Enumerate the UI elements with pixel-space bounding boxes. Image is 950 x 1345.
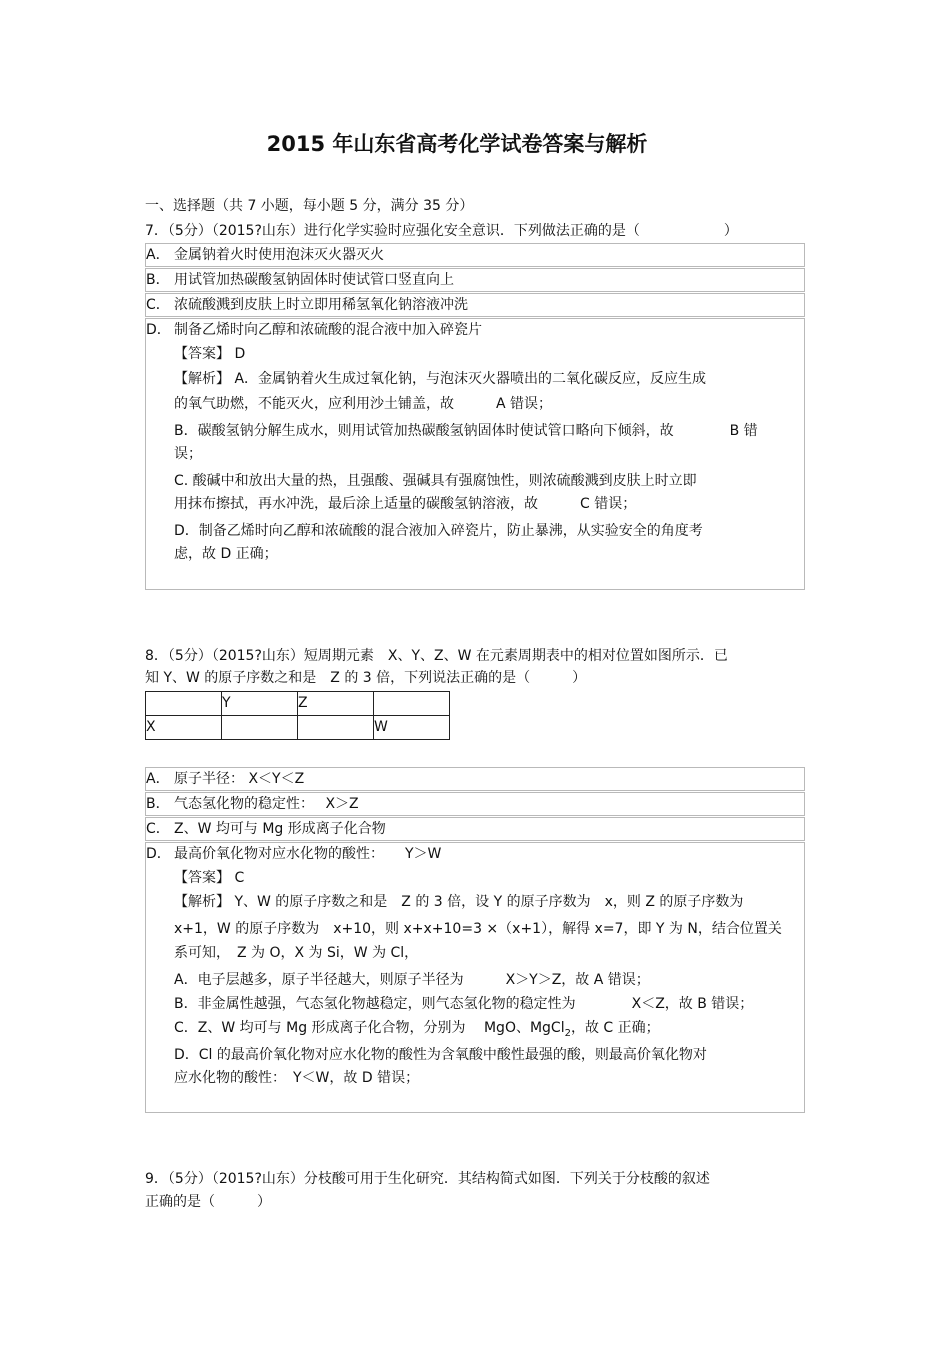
q7-analysis-line: 的氧气助燃，不能灭火，应利用沙土铺盖，故 A 错误； (174, 396, 553, 412)
q7-analysis-line: 用抹布擦拭，再水冲洗，最后涂上适量的碳酸氢钠溶液，故 C 错误； (174, 496, 637, 512)
option-text: 气态氢化物的稳定性： X＞Z (174, 796, 359, 812)
q8-line-text: C．Z、W 均可与 Mg 形成离子化合物，分别为 MgO、MgCl (174, 1020, 565, 1036)
q7-analysis-line: D．制备乙烯时向乙醇和浓硫酸的混合液加入碎瓷片，防止暴沸，从实验安全的角度考 (174, 523, 703, 539)
q7-answer: 【答案】 D (174, 346, 246, 362)
q8-answer: 【答案】 C (174, 870, 245, 886)
option-text: 浓硫酸溅到皮肤上时立即用稀氢氧化钠溶液冲洗 (174, 297, 468, 313)
q8-option-c (145, 817, 805, 841)
option-text: 最高价氧化物对应水化物的酸性： Y＞W (174, 846, 442, 862)
option-label: C． (146, 821, 170, 837)
q8-analysis-line: 【解析】 Y、W 的原子序数之和是 Z 的 3 倍，设 Y 的原子序数为 x，则 Z 的原子序数为 (174, 894, 744, 910)
option-text: 金属钠着火时使用泡沫灭火器灭火 (174, 247, 384, 263)
q7-option-d (145, 318, 805, 342)
table-cell (146, 692, 222, 716)
q7-analysis-line: 【解析】 A．金属钠着火生成过氧化钠，与泡沫灭火器喷出的二氧化碳反应，反应生成 (174, 371, 707, 387)
subscript: 2 (564, 1027, 571, 1039)
table-cell: W (374, 716, 450, 740)
q8-analysis-line: 应水化物的酸性： Y＜W，故 D 错误； (174, 1070, 420, 1086)
option-label: B． (146, 796, 170, 812)
q7-analysis-line: B．碳酸氢钠分解生成水，则用试管加热碳酸氢钠固体时使试管口略向下倾斜，故 B 错 (174, 423, 758, 439)
q7-option-a (145, 243, 805, 267)
section-heading: 一、选择题（共 7 小题，每小题 5 分，满分 35 分） (145, 198, 474, 214)
q8-option-d (145, 842, 805, 866)
option-text: 制备乙烯时向乙醇和浓硫酸的混合液中加入碎瓷片 (174, 322, 482, 338)
q7-analysis-line: 虑，故 D 正确； (174, 546, 278, 562)
q8-analysis-line: x+1，W 的原子序数为 x+10，则 x+x+10=3 ×（x+1），解得 x=7，即 Y 为 N，结合位置关 (174, 921, 782, 937)
table-cell: Y (222, 692, 298, 716)
q9-stem-line1: 9．（5分）（2015?山东）分枝酸可用于生化研究．其结构简式如图．下列关于分枝酸的叙述 (145, 1171, 710, 1187)
table-cell (222, 716, 298, 740)
option-text: 用试管加热碳酸氢钠固体时使试管口竖直向上 (174, 272, 454, 288)
q8-option-a (145, 767, 805, 791)
table-cell (374, 692, 450, 716)
q8-option-b (145, 792, 805, 816)
table-cell: Z (298, 692, 374, 716)
q8-analysis-line: 系可知， Z 为 O，X 为 Si，W 为 Cl， (174, 945, 419, 961)
table-cell: X (146, 716, 222, 740)
q8-line-text: ，故 C 正确； (570, 1020, 660, 1036)
option-label: A． (146, 247, 170, 263)
q7-analysis-line: C. 酸碱中和放出大量的热，且强酸、强碱具有强腐蚀性，则浓硫酸溅到皮肤上时立即 (174, 473, 697, 489)
q7-option-c (145, 293, 805, 317)
q8-analysis-line: B．非金属性越强，气态氢化物越稳定，则气态氢化物的稳定性为 X＜Z，故 B 错误； (174, 996, 754, 1012)
table-cell (298, 716, 374, 740)
q7-analysis-line: 误； (174, 446, 202, 462)
table-row (146, 716, 450, 740)
option-text: Z、W 均可与 Mg 形成离子化合物 (174, 821, 386, 837)
q7-stem: 7．（5分）（2015?山东）进行化学实验时应强化安全意识．下列做法正确的是（ ） (145, 223, 738, 239)
option-label: A． (146, 771, 170, 787)
q8-stem-line2: 知 Y、W 的原子序数之和是 Z 的 3 倍，下列说法正确的是（ ） (145, 670, 587, 686)
q8-analysis-line (174, 1018, 660, 1044)
q8-analysis-line: A．电子层越多，原子半径越大，则原子半径为 X＞Y＞Z，故 A 错误； (174, 972, 650, 988)
q7-option-b (145, 268, 805, 292)
option-label: D． (146, 322, 171, 338)
q8-stem-line1: 8．（5分）（2015?山东）短周期元素 X、Y、Z、W 在元素周期表中的相对位置如图所示．已 (145, 648, 728, 664)
q8-analysis-line: D．Cl 的最高价氧化物对应水化物的酸性为含氧酸中酸性最强的酸，则最高价氧化物对 (174, 1047, 707, 1063)
option-label: B． (146, 272, 170, 288)
option-label: C． (146, 297, 170, 313)
option-label: D． (146, 846, 171, 862)
document-title: 2015 年山东省高考化学试卷答案与解析 (266, 132, 648, 156)
q9-stem-line2: 正确的是（ ） (145, 1194, 271, 1210)
option-text: 原子半径： X＜Y＜Z (174, 771, 305, 787)
periodic-table-fragment (145, 691, 450, 740)
table-row (146, 692, 450, 716)
